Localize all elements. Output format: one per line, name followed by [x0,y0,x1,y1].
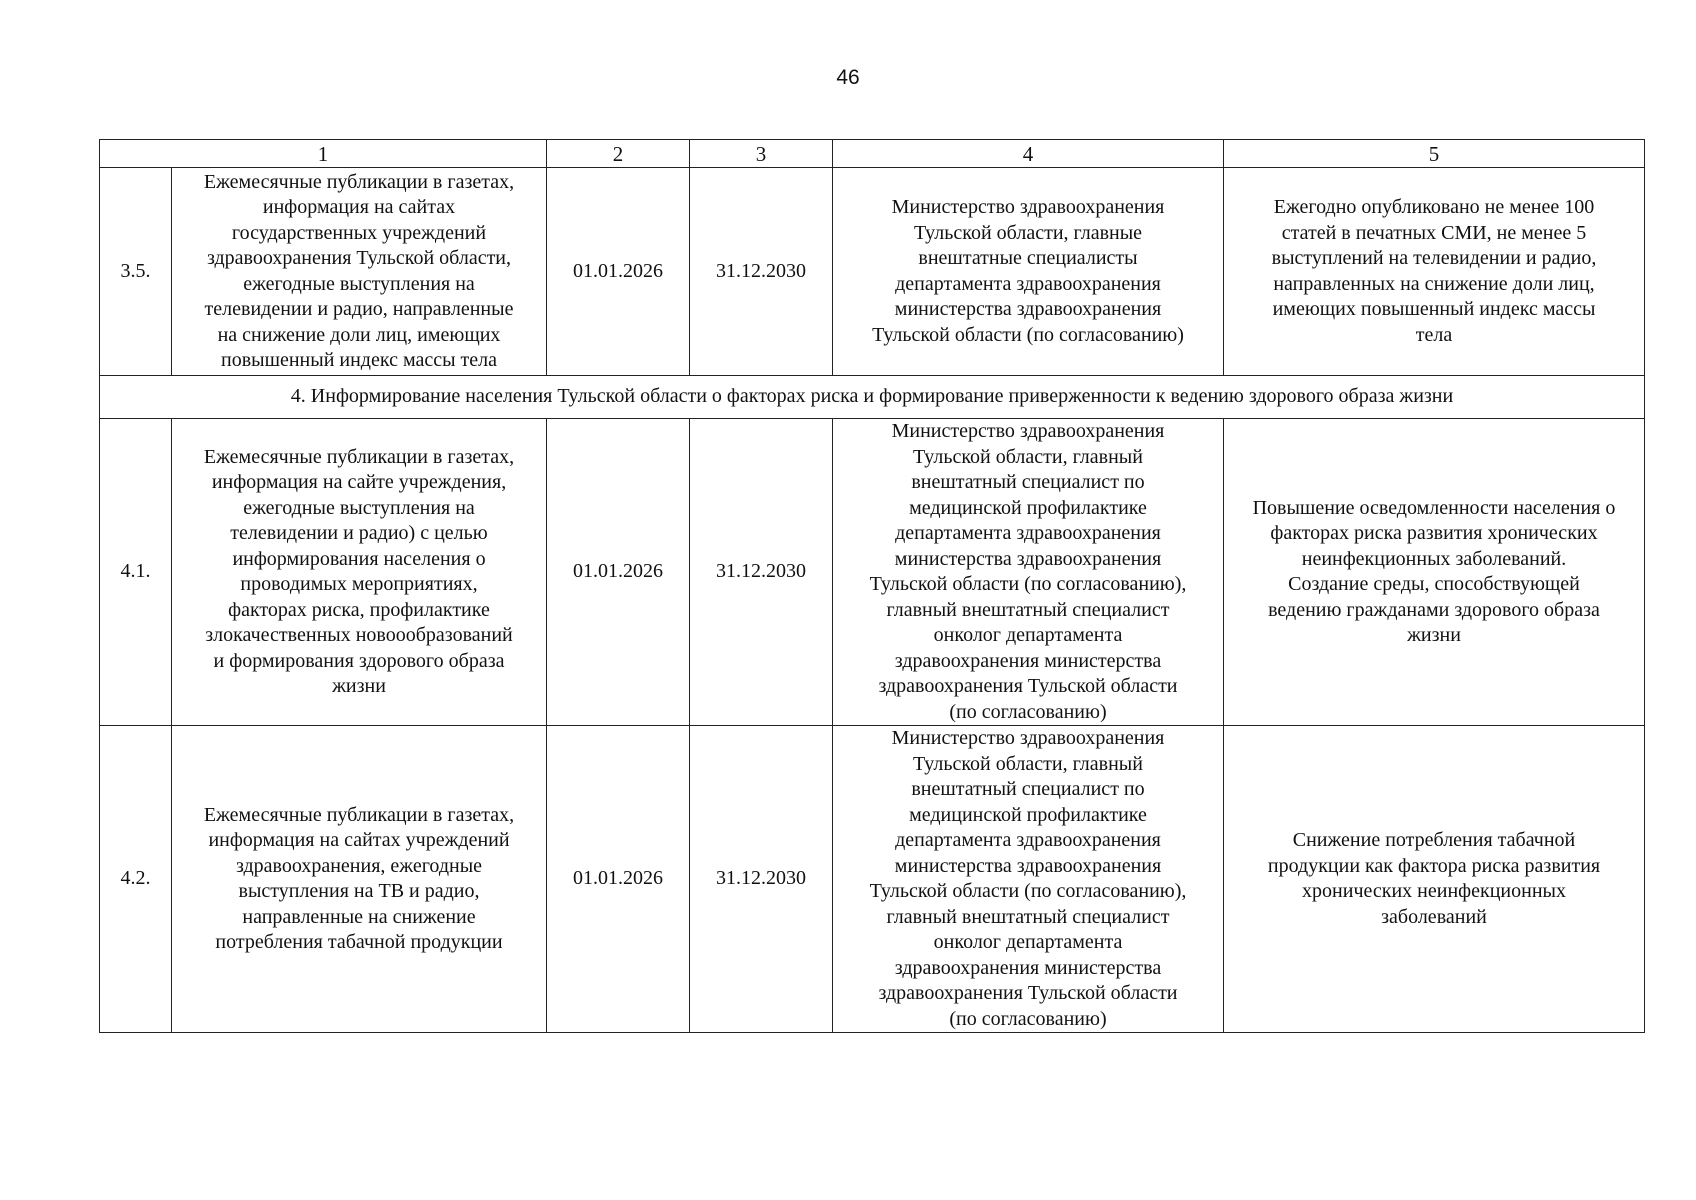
item-number: 3.5. [100,168,172,376]
responsible-executor: Министерство здравоохранения Тульской области, главные внештатные специалисты департамента здравоохранения министерства здравоохранения Тульской области (по согласованию) [833,168,1224,376]
item-number: 4.2. [100,726,172,1033]
end-date: 31.12.2030 [690,419,833,726]
start-date: 01.01.2026 [547,419,690,726]
table-row [100,168,1645,376]
item-number: 4.1. [100,419,172,726]
table-row [100,726,1645,1033]
expected-result: Повышение осведомленности населения о факторах риска развития хронических неинфекционных заболеваний. Создание среды, способствующей ведению гражданами здорового образа жизни [1224,419,1645,726]
column-header: 2 [547,140,690,168]
start-date: 01.01.2026 [547,726,690,1033]
event-description: Ежемесячные публикации в газетах, информация на сайтах государственных учреждений здравоохранения Тульской области, ежегодные выступления на телевидении и радио, направленные на снижение доли лиц, имеющих повышенный индекс массы тела [172,168,547,376]
page-number: 46 [836,66,860,89]
action-plan-table [99,139,1645,1033]
column-header: 5 [1224,140,1645,168]
column-number-row [100,140,1645,168]
start-date: 01.01.2026 [547,168,690,376]
column-header: 1 [100,140,547,168]
expected-result: Ежегодно опубликовано не менее 100 статей в печатных СМИ, не менее 5 выступлений на телевидении и радио, направленных на снижение доли лиц, имеющих повышенный индекс массы тела [1224,168,1645,376]
table-row [100,419,1645,726]
expected-result: Снижение потребления табачной продукции как фактора риска развития хронических неинфекционных заболеваний [1224,726,1645,1033]
responsible-executor: Министерство здравоохранения Тульской области, главный внештатный специалист по медицинской профилактике департамента здравоохранения министерства здравоохранения Тульской области (по согласованию), главный внештатный специалист онколог департамента здравоохранения министерства здравоохранения Тульской области (по согласованию) [833,419,1224,726]
column-header: 3 [690,140,833,168]
end-date: 31.12.2030 [690,168,833,376]
event-description: Ежемесячные публикации в газетах, информация на сайтах учреждений здравоохранения, ежегодные выступления на ТВ и радио, направленные на снижение потребления табачной продукции [172,726,547,1033]
event-description: Ежемесячные публикации в газетах, информация на сайте учреждения, ежегодные выступления на телевидении и радио) с целью информирования населения о проводимых мероприятиях, факторах риска, профилактике злокачественных новоообразований и формирования здорового образа жизни [172,419,547,726]
responsible-executor: Министерство здравоохранения Тульской области, главный внештатный специалист по медицинской профилактике департамента здравоохранения министерства здравоохранения Тульской области (по согласованию), главный внештатный специалист онколог департамента здравоохранения министерства здравоохранения Тульской области (по согласованию) [833,726,1224,1033]
section-heading: 4. Информирование населения Тульской области о факторах риска и формирование приверженности к ведению здорового образа жизни [100,376,1645,419]
section-row [100,376,1645,419]
column-header: 4 [833,140,1224,168]
end-date: 31.12.2030 [690,726,833,1033]
